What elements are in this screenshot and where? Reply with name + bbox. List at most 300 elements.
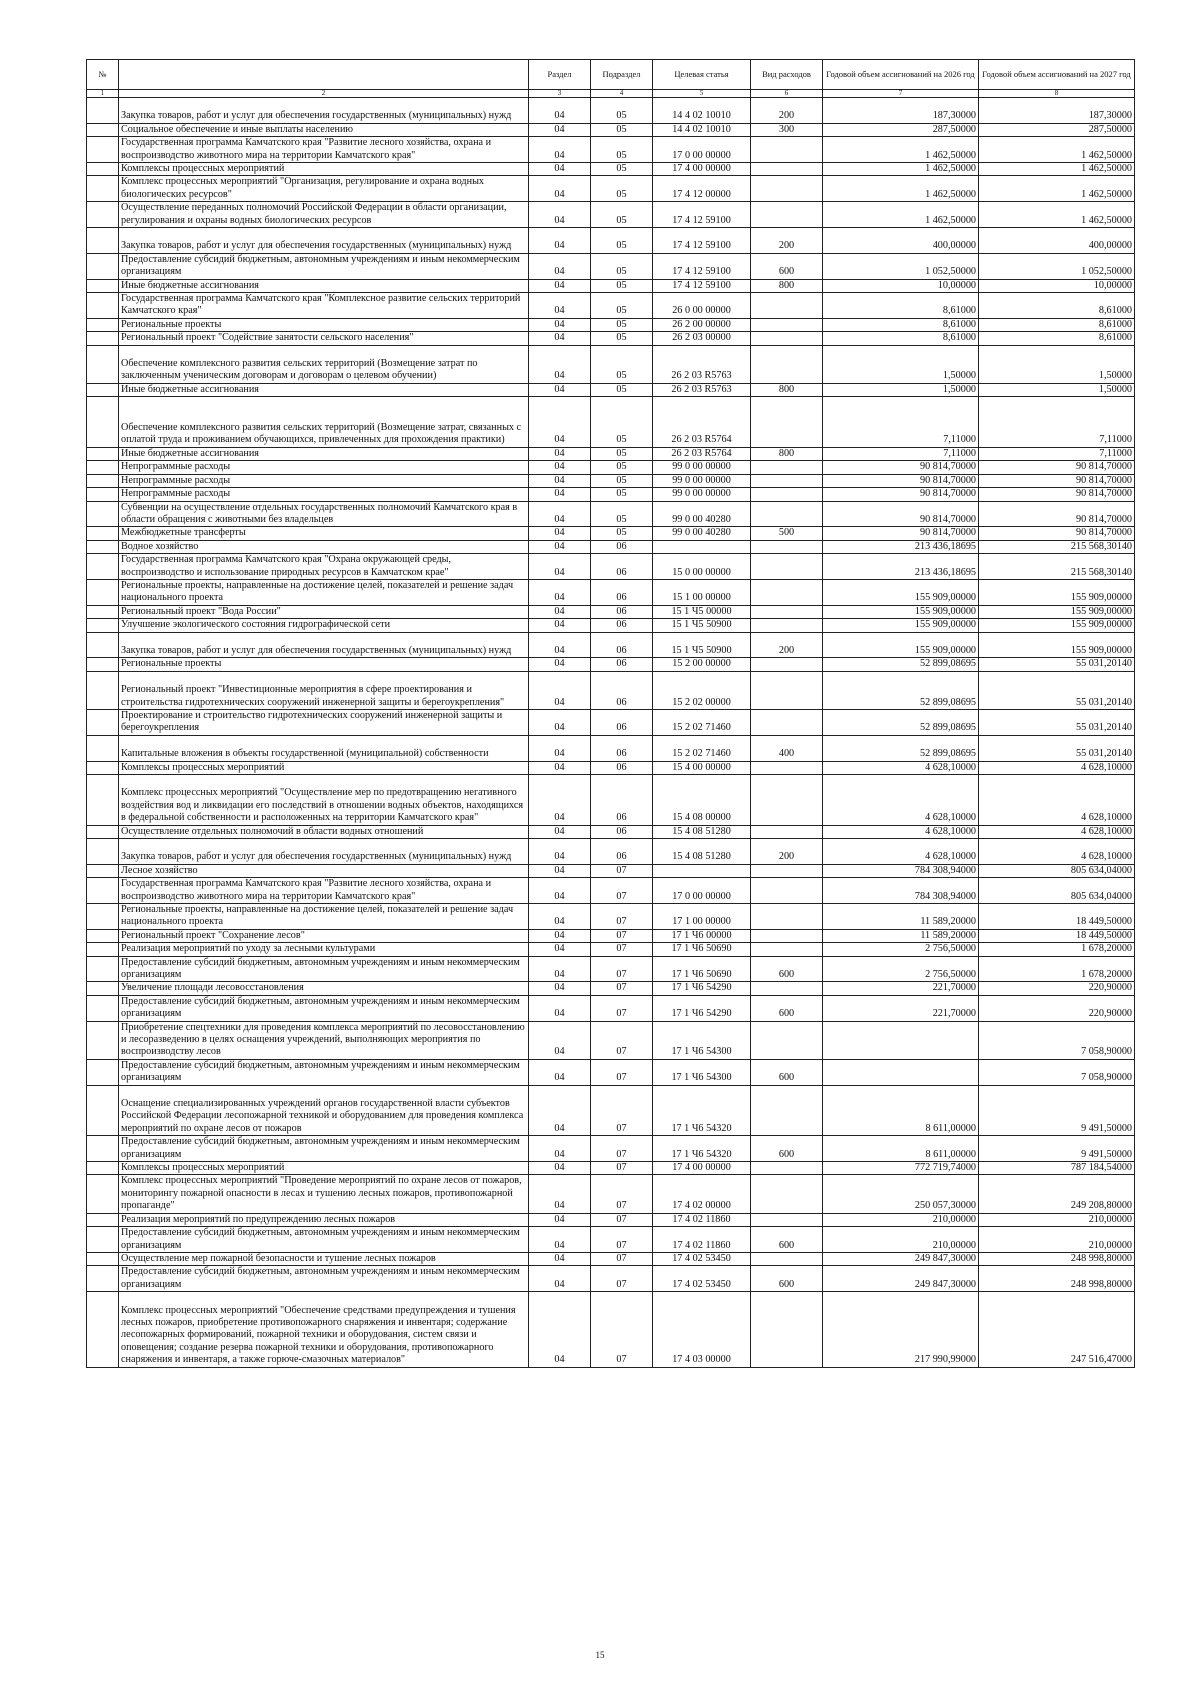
row-vid [751, 163, 823, 176]
table-row [87, 1162, 1135, 1175]
row-amount-2026: 1 462,50000 [823, 163, 979, 176]
row-amount-2027: 787 184,54000 [979, 1162, 1135, 1175]
row-target [653, 864, 751, 877]
row-razdel: 04 [529, 447, 591, 460]
row-name: Предоставление субсидий бюджетным, автономным учреждениям и иным некоммерческим организациям [119, 956, 529, 982]
row-podrazdel: 05 [591, 474, 653, 487]
row-vid [751, 345, 823, 383]
row-podrazdel: 06 [591, 605, 653, 618]
row-number [87, 318, 119, 331]
row-vid [751, 671, 823, 709]
row-vid [751, 540, 823, 553]
table-row [87, 332, 1135, 345]
row-amount-2026: 213 436,18695 [823, 554, 979, 580]
row-vid [751, 579, 823, 605]
row-name: Государственная программа Камчатского края "Развитие лесного хозяйства, охрана и воспроизводство животного мира на территории Камчатского края" [119, 878, 529, 904]
row-podrazdel: 07 [591, 995, 653, 1021]
row-razdel: 04 [529, 579, 591, 605]
row-target: 15 1 00 00000 [653, 579, 751, 605]
row-target: 15 1 Ч5 50900 [653, 619, 751, 632]
row-number [87, 1162, 119, 1175]
row-amount-2027: 55 031,20140 [979, 735, 1135, 761]
row-amount-2027: 8,61000 [979, 293, 1135, 319]
row-amount-2026: 90 814,70000 [823, 488, 979, 501]
row-razdel: 04 [529, 658, 591, 671]
row-number [87, 995, 119, 1021]
row-name: Иные бюджетные ассигнования [119, 383, 529, 396]
row-podrazdel: 06 [591, 540, 653, 553]
table-row [87, 995, 1135, 1021]
row-podrazdel: 06 [591, 579, 653, 605]
row-podrazdel: 06 [591, 735, 653, 761]
row-name: Иные бюджетные ассигнования [119, 279, 529, 292]
row-name: Региональные проекты [119, 318, 529, 331]
row-razdel: 04 [529, 176, 591, 202]
row-amount-2026: 10,00000 [823, 279, 979, 292]
row-vid: 200 [751, 632, 823, 658]
table-row [87, 293, 1135, 319]
row-target: 17 4 12 59100 [653, 202, 751, 228]
row-name: Комплекс процессных мероприятий "Обеспечение средствами предупреждения и тушения лесных пожаров, приобретение противопожарного снаряжения и инвентаря; содержание лесопожарных формирований, пожарной техники и оборудования, систем связи и оповещения; создание резерва пожарной техники и оборудования, противопожарного снаряжения и инвентаря, а также горюче-смазочных материалов" [119, 1292, 529, 1367]
table-row [87, 632, 1135, 658]
row-vid [751, 605, 823, 618]
row-razdel: 04 [529, 1266, 591, 1292]
row-razdel: 04 [529, 982, 591, 995]
row-vid: 600 [751, 995, 823, 1021]
row-razdel: 04 [529, 1136, 591, 1162]
row-vid [751, 658, 823, 671]
row-razdel: 04 [529, 825, 591, 838]
table-row [87, 279, 1135, 292]
table-row [87, 943, 1135, 956]
table-row [87, 228, 1135, 254]
row-podrazdel: 07 [591, 864, 653, 877]
row-podrazdel: 07 [591, 1175, 653, 1213]
row-amount-2027: 1 678,20000 [979, 943, 1135, 956]
row-razdel: 04 [529, 332, 591, 345]
row-vid: 600 [751, 956, 823, 982]
row-number [87, 228, 119, 254]
row-podrazdel: 05 [591, 397, 653, 448]
row-vid [751, 929, 823, 942]
row-podrazdel: 05 [591, 202, 653, 228]
table-row [87, 202, 1135, 228]
row-amount-2026: 90 814,70000 [823, 461, 979, 474]
row-number [87, 383, 119, 396]
row-razdel: 04 [529, 488, 591, 501]
table-row [87, 929, 1135, 942]
header-row [87, 60, 1135, 90]
row-razdel: 04 [529, 1059, 591, 1085]
row-vid [751, 982, 823, 995]
row-name: Предоставление субсидий бюджетным, автономным учреждениям и иным некоммерческим организациям [119, 1059, 529, 1085]
col-number: 5 [653, 90, 751, 98]
row-razdel: 04 [529, 619, 591, 632]
row-name: Государственная программа Камчатского края "Охрана окружающей среды, воспроизводство и использование природных ресурсов в Камчатском крае" [119, 554, 529, 580]
table-row [87, 345, 1135, 383]
row-podrazdel: 06 [591, 709, 653, 735]
row-razdel: 04 [529, 1292, 591, 1367]
table-row [87, 825, 1135, 838]
table-row [87, 540, 1135, 553]
row-amount-2027: 248 998,80000 [979, 1252, 1135, 1265]
row-razdel: 04 [529, 956, 591, 982]
row-razdel: 04 [529, 838, 591, 864]
row-amount-2027: 1 462,50000 [979, 202, 1135, 228]
row-name: Региональный проект "Содействие занятости сельского населения" [119, 332, 529, 345]
row-amount-2026: 1 462,50000 [823, 137, 979, 163]
row-target: 26 2 03 R5764 [653, 447, 751, 460]
row-podrazdel: 06 [591, 632, 653, 658]
row-amount-2026: 155 909,00000 [823, 619, 979, 632]
row-podrazdel: 06 [591, 774, 653, 825]
row-name: Обеспечение комплексного развития сельских территорий (Возмещение затрат по заключенным ученическим договорам и договорам о целевом обучении) [119, 345, 529, 383]
row-amount-2027: 155 909,00000 [979, 632, 1135, 658]
row-name: Реализация мероприятий по уходу за лесными культурами [119, 943, 529, 956]
row-amount-2027: 9 491,50000 [979, 1136, 1135, 1162]
row-name: Лесное хозяйство [119, 864, 529, 877]
row-target: 17 1 Ч6 50690 [653, 956, 751, 982]
row-amount-2026: 7,11000 [823, 447, 979, 460]
row-razdel: 04 [529, 1021, 591, 1059]
row-target: 17 4 03 00000 [653, 1292, 751, 1367]
row-target: 26 0 00 00000 [653, 293, 751, 319]
row-name: Предоставление субсидий бюджетным, автономным учреждениям и иным некоммерческим организациям [119, 1266, 529, 1292]
row-number [87, 527, 119, 540]
row-number [87, 671, 119, 709]
row-number [87, 447, 119, 460]
row-name: Обеспечение комплексного развития сельских территорий (Возмещение затрат, связанных с оплатой труда и проживанием обучающихся, привлеченных для прохождения практики) [119, 397, 529, 448]
row-podrazdel: 07 [591, 878, 653, 904]
row-amount-2027: 9 491,50000 [979, 1085, 1135, 1136]
row-podrazdel: 05 [591, 501, 653, 527]
table-row [87, 903, 1135, 929]
row-razdel: 04 [529, 228, 591, 254]
row-number [87, 540, 119, 553]
row-amount-2027: 210,00000 [979, 1227, 1135, 1253]
row-number [87, 1059, 119, 1085]
row-target: 17 1 Ч6 54320 [653, 1136, 751, 1162]
row-amount-2026: 221,70000 [823, 982, 979, 995]
table-row [87, 878, 1135, 904]
row-podrazdel: 06 [591, 658, 653, 671]
col-number: 7 [823, 90, 979, 98]
row-vid [751, 943, 823, 956]
table-row [87, 397, 1135, 448]
row-number [87, 279, 119, 292]
row-razdel: 04 [529, 632, 591, 658]
row-amount-2026: 8 611,00000 [823, 1085, 979, 1136]
row-vid [751, 501, 823, 527]
row-amount-2027: 215 568,30140 [979, 540, 1135, 553]
row-amount-2027: 90 814,70000 [979, 527, 1135, 540]
row-vid [751, 1213, 823, 1226]
row-amount-2027: 4 628,10000 [979, 761, 1135, 774]
row-target: 14 4 02 10010 [653, 123, 751, 136]
row-target: 14 4 02 10010 [653, 98, 751, 124]
row-number [87, 709, 119, 735]
row-vid [751, 461, 823, 474]
row-target: 17 1 Ч6 54290 [653, 995, 751, 1021]
row-name: Комплексы процессных мероприятий [119, 761, 529, 774]
row-vid: 200 [751, 838, 823, 864]
table-row [87, 1227, 1135, 1253]
row-amount-2026: 784 308,94000 [823, 878, 979, 904]
row-target: 17 4 02 11860 [653, 1227, 751, 1253]
row-podrazdel: 05 [591, 228, 653, 254]
row-number [87, 838, 119, 864]
table-row [87, 838, 1135, 864]
row-target [653, 540, 751, 553]
row-number [87, 761, 119, 774]
row-number [87, 632, 119, 658]
row-amount-2026: 217 990,99000 [823, 1292, 979, 1367]
col-header-vid: Вид расходов [751, 60, 823, 90]
row-amount-2026: 1 462,50000 [823, 176, 979, 202]
row-vid [751, 774, 823, 825]
row-amount-2026: 8,61000 [823, 293, 979, 319]
row-number [87, 554, 119, 580]
row-razdel: 04 [529, 1175, 591, 1213]
table-row [87, 318, 1135, 331]
row-amount-2026: 11 589,20000 [823, 903, 979, 929]
row-name: Закупка товаров, работ и услуг для обеспечения государственных (муниципальных) нужд [119, 98, 529, 124]
table-row [87, 461, 1135, 474]
row-target: 15 1 Ч5 50900 [653, 632, 751, 658]
row-target: 15 4 08 51280 [653, 825, 751, 838]
row-name: Осуществление переданных полномочий Российской Федерации в области организации, регулирования и охраны водных биологических ресурсов [119, 202, 529, 228]
row-vid [751, 878, 823, 904]
row-amount-2026: 249 847,30000 [823, 1266, 979, 1292]
table-row [87, 982, 1135, 995]
row-amount-2026: 11 589,20000 [823, 929, 979, 942]
row-amount-2027: 400,00000 [979, 228, 1135, 254]
row-razdel: 04 [529, 98, 591, 124]
row-target: 17 1 Ч6 00000 [653, 929, 751, 942]
row-amount-2026: 2 756,50000 [823, 956, 979, 982]
row-number [87, 332, 119, 345]
row-podrazdel: 07 [591, 1136, 653, 1162]
row-vid [751, 761, 823, 774]
row-amount-2027: 8,61000 [979, 332, 1135, 345]
row-vid [751, 202, 823, 228]
table-row [87, 1292, 1135, 1367]
row-amount-2026 [823, 1021, 979, 1059]
table-row [87, 176, 1135, 202]
table-row [87, 735, 1135, 761]
row-target: 15 2 02 71460 [653, 735, 751, 761]
row-razdel: 04 [529, 1252, 591, 1265]
row-amount-2026: 400,00000 [823, 228, 979, 254]
row-podrazdel: 05 [591, 332, 653, 345]
col-number: 3 [529, 90, 591, 98]
row-amount-2026: 90 814,70000 [823, 527, 979, 540]
row-name: Водное хозяйство [119, 540, 529, 553]
row-amount-2026: 210,00000 [823, 1227, 979, 1253]
row-target: 17 4 12 00000 [653, 176, 751, 202]
row-target: 17 4 00 00000 [653, 163, 751, 176]
row-amount-2027: 90 814,70000 [979, 474, 1135, 487]
row-amount-2026: 1 462,50000 [823, 202, 979, 228]
row-amount-2027: 155 909,00000 [979, 619, 1135, 632]
row-target: 17 4 12 59100 [653, 279, 751, 292]
row-amount-2027: 1 462,50000 [979, 163, 1135, 176]
row-target: 99 0 00 40280 [653, 527, 751, 540]
row-podrazdel: 07 [591, 1162, 653, 1175]
row-name: Капитальные вложения в объекты государственной (муниципальной) собственности [119, 735, 529, 761]
row-target: 15 4 08 00000 [653, 774, 751, 825]
row-amount-2026: 1,50000 [823, 345, 979, 383]
row-amount-2026: 213 436,18695 [823, 540, 979, 553]
row-number [87, 202, 119, 228]
row-number [87, 825, 119, 838]
row-vid: 200 [751, 228, 823, 254]
row-vid [751, 318, 823, 331]
row-amount-2027: 805 634,04000 [979, 864, 1135, 877]
table-row [87, 1175, 1135, 1213]
row-vid: 300 [751, 123, 823, 136]
row-vid: 500 [751, 527, 823, 540]
page-number: 15 [595, 1650, 605, 1660]
row-number [87, 137, 119, 163]
row-target: 17 1 Ч6 54290 [653, 982, 751, 995]
row-name: Закупка товаров, работ и услуг для обеспечения государственных (муниципальных) нужд [119, 632, 529, 658]
row-podrazdel: 07 [591, 956, 653, 982]
row-podrazdel: 05 [591, 293, 653, 319]
row-amount-2027: 1 052,50000 [979, 253, 1135, 279]
row-razdel: 04 [529, 1085, 591, 1136]
row-podrazdel: 05 [591, 163, 653, 176]
row-amount-2026: 155 909,00000 [823, 605, 979, 618]
row-target: 26 2 03 R5764 [653, 397, 751, 448]
row-podrazdel: 05 [591, 318, 653, 331]
row-amount-2027: 215 568,30140 [979, 554, 1135, 580]
row-vid [751, 1292, 823, 1367]
row-vid: 800 [751, 383, 823, 396]
row-amount-2027: 1 678,20000 [979, 956, 1135, 982]
row-vid [751, 619, 823, 632]
row-amount-2026: 772 719,74000 [823, 1162, 979, 1175]
row-amount-2026: 210,00000 [823, 1213, 979, 1226]
col-number: 6 [751, 90, 823, 98]
row-razdel: 04 [529, 501, 591, 527]
row-number [87, 1266, 119, 1292]
row-amount-2027: 247 516,47000 [979, 1292, 1135, 1367]
row-number [87, 619, 119, 632]
row-podrazdel: 05 [591, 447, 653, 460]
row-vid [751, 1162, 823, 1175]
row-name: Региональный проект "Сохранение лесов" [119, 929, 529, 942]
row-amount-2026: 8,61000 [823, 332, 979, 345]
row-amount-2027: 7,11000 [979, 397, 1135, 448]
row-number [87, 474, 119, 487]
row-amount-2026: 784 308,94000 [823, 864, 979, 877]
row-amount-2026: 287,50000 [823, 123, 979, 136]
row-razdel: 04 [529, 318, 591, 331]
row-number [87, 1175, 119, 1213]
table-row [87, 1136, 1135, 1162]
row-amount-2026: 8 611,00000 [823, 1136, 979, 1162]
table-row [87, 774, 1135, 825]
row-podrazdel: 06 [591, 761, 653, 774]
row-amount-2027: 1 462,50000 [979, 176, 1135, 202]
row-podrazdel: 05 [591, 383, 653, 396]
table-row [87, 137, 1135, 163]
row-amount-2027: 220,90000 [979, 982, 1135, 995]
row-vid: 600 [751, 253, 823, 279]
row-amount-2026: 155 909,00000 [823, 579, 979, 605]
row-amount-2026: 52 899,08695 [823, 735, 979, 761]
row-razdel: 04 [529, 878, 591, 904]
row-amount-2026: 90 814,70000 [823, 501, 979, 527]
row-target: 17 1 Ч6 54300 [653, 1021, 751, 1059]
row-target: 15 2 00 00000 [653, 658, 751, 671]
row-name: Предоставление субсидий бюджетным, автономным учреждениям и иным некоммерческим организациям [119, 1227, 529, 1253]
row-number [87, 501, 119, 527]
row-razdel: 04 [529, 137, 591, 163]
row-number [87, 774, 119, 825]
row-name: Проектирование и строительство гидротехнических сооружений инженерной защиты и берегоукрепления [119, 709, 529, 735]
row-target: 15 4 08 51280 [653, 838, 751, 864]
row-razdel: 04 [529, 943, 591, 956]
row-number [87, 461, 119, 474]
row-target: 15 2 02 71460 [653, 709, 751, 735]
table-row [87, 671, 1135, 709]
row-target: 17 4 02 53450 [653, 1252, 751, 1265]
row-amount-2026: 8,61000 [823, 318, 979, 331]
row-target: 17 1 Ч6 50690 [653, 943, 751, 956]
row-amount-2027: 1 462,50000 [979, 137, 1135, 163]
table-row [87, 1021, 1135, 1059]
row-number [87, 123, 119, 136]
row-podrazdel: 07 [591, 1227, 653, 1253]
row-razdel: 04 [529, 735, 591, 761]
row-number [87, 929, 119, 942]
row-vid [751, 488, 823, 501]
row-target: 15 0 00 00000 [653, 554, 751, 580]
table-row [87, 579, 1135, 605]
row-amount-2026: 249 847,30000 [823, 1252, 979, 1265]
row-vid: 800 [751, 447, 823, 460]
row-target: 26 2 00 00000 [653, 318, 751, 331]
row-number [87, 605, 119, 618]
table-row [87, 864, 1135, 877]
col-header-target: Целевая статья [653, 60, 751, 90]
row-vid: 600 [751, 1227, 823, 1253]
row-vid [751, 1175, 823, 1213]
row-razdel: 04 [529, 605, 591, 618]
row-amount-2027: 248 998,80000 [979, 1266, 1135, 1292]
row-amount-2027: 10,00000 [979, 279, 1135, 292]
row-amount-2026: 221,70000 [823, 995, 979, 1021]
row-podrazdel: 07 [591, 1021, 653, 1059]
row-razdel: 04 [529, 1227, 591, 1253]
row-amount-2027: 90 814,70000 [979, 501, 1135, 527]
row-podrazdel: 05 [591, 98, 653, 124]
table-row [87, 709, 1135, 735]
row-target: 99 0 00 00000 [653, 488, 751, 501]
row-amount-2026: 250 057,30000 [823, 1175, 979, 1213]
table-row [87, 956, 1135, 982]
table-row [87, 488, 1135, 501]
row-amount-2027: 90 814,70000 [979, 488, 1135, 501]
row-razdel: 04 [529, 383, 591, 396]
row-target: 99 0 00 00000 [653, 474, 751, 487]
row-name: Комплекс процессных мероприятий "Проведение мероприятий по охране лесов от пожаров, мониторингу пожарной опасности в лесах и тушению лесных пожаров, противопожарной пропаганде" [119, 1175, 529, 1213]
row-name: Осуществление мер пожарной безопасности и тушение лесных пожаров [119, 1252, 529, 1265]
col-number: 2 [119, 90, 529, 98]
table-row [87, 1213, 1135, 1226]
